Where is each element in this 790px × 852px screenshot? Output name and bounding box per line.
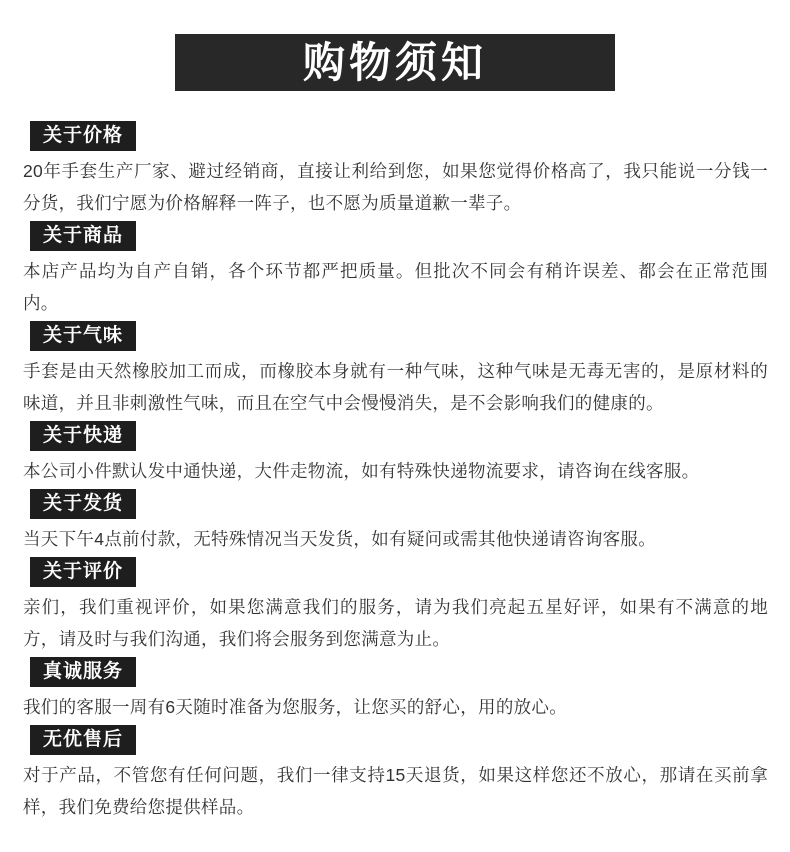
section-badge-label: 关于价格 <box>43 125 124 146</box>
section-badge-label: 真诚服务 <box>43 661 124 682</box>
section-badge <box>30 321 136 351</box>
section-badge <box>30 657 136 687</box>
page-title: 购物须知 <box>302 38 487 86</box>
section-badge-label: 关于快递 <box>43 425 124 446</box>
section-badge-label: 关于发货 <box>43 493 124 514</box>
section-badge <box>30 221 136 251</box>
notice-section-price <box>23 121 768 219</box>
section-text: 当天下午4点前付款，无特殊情况当天发货，如有疑问或需其他快递请咨询客服。 <box>23 529 657 549</box>
section-text: 对于产品，不管您有任何问题，我们一律支持15天退货，如果这样您还不放心，那请在买前拿样，我们免费给您提供样品。 <box>23 765 768 817</box>
section-badge-label: 关于商品 <box>43 225 124 246</box>
section-badge-label: 无优售后 <box>43 729 124 750</box>
section-badge <box>30 421 136 451</box>
notice-section-shipping <box>23 489 768 555</box>
section-badge-label: 关于评价 <box>43 561 124 582</box>
notice-section-aftersale <box>23 725 768 823</box>
section-text: 手套是由天然橡胶加工而成，而橡胶本身就有一种气味，这种气味是无毒无害的，是原材料的味道，并且非刺激性气味，而且在空气中会慢慢消失，是不会影响我们的健康的。 <box>23 361 768 413</box>
notice-section-review <box>23 557 768 655</box>
notice-section-express <box>23 421 768 487</box>
section-badge <box>30 489 136 519</box>
section-text: 本店产品均为自产自销，各个环节都严把质量。但批次不同会有稍许误差、都会在正常范围内。 <box>23 261 768 313</box>
section-badge <box>30 121 136 151</box>
notice-section-odor <box>23 321 768 419</box>
section-badge-label: 关于气味 <box>43 325 124 346</box>
section-badge <box>30 725 136 755</box>
section-text: 20年手套生产厂家、避过经销商，直接让利给到您，如果您觉得价格高了，我只能说一分钱一分货，我们宁愿为价格解释一阵子，也不愿为质量道歉一辈子。 <box>23 161 768 213</box>
notice-section-product <box>23 221 768 319</box>
shopping-notice-page <box>0 34 790 852</box>
notice-sections <box>0 91 790 823</box>
section-text: 我们的客服一周有6天随时准备为您服务，让您买的舒心，用的放心。 <box>23 697 568 717</box>
page-title-banner <box>175 34 615 91</box>
section-badge <box>30 557 136 587</box>
notice-section-service <box>23 657 768 723</box>
section-text: 亲们，我们重视评价，如果您满意我们的服务，请为我们亮起五星好评，如果有不满意的地方，请及时与我们沟通，我们将会服务到您满意为止。 <box>23 597 768 649</box>
section-text: 本公司小件默认发中通快递，大件走物流，如有特殊快递物流要求，请咨询在线客服。 <box>23 461 700 481</box>
